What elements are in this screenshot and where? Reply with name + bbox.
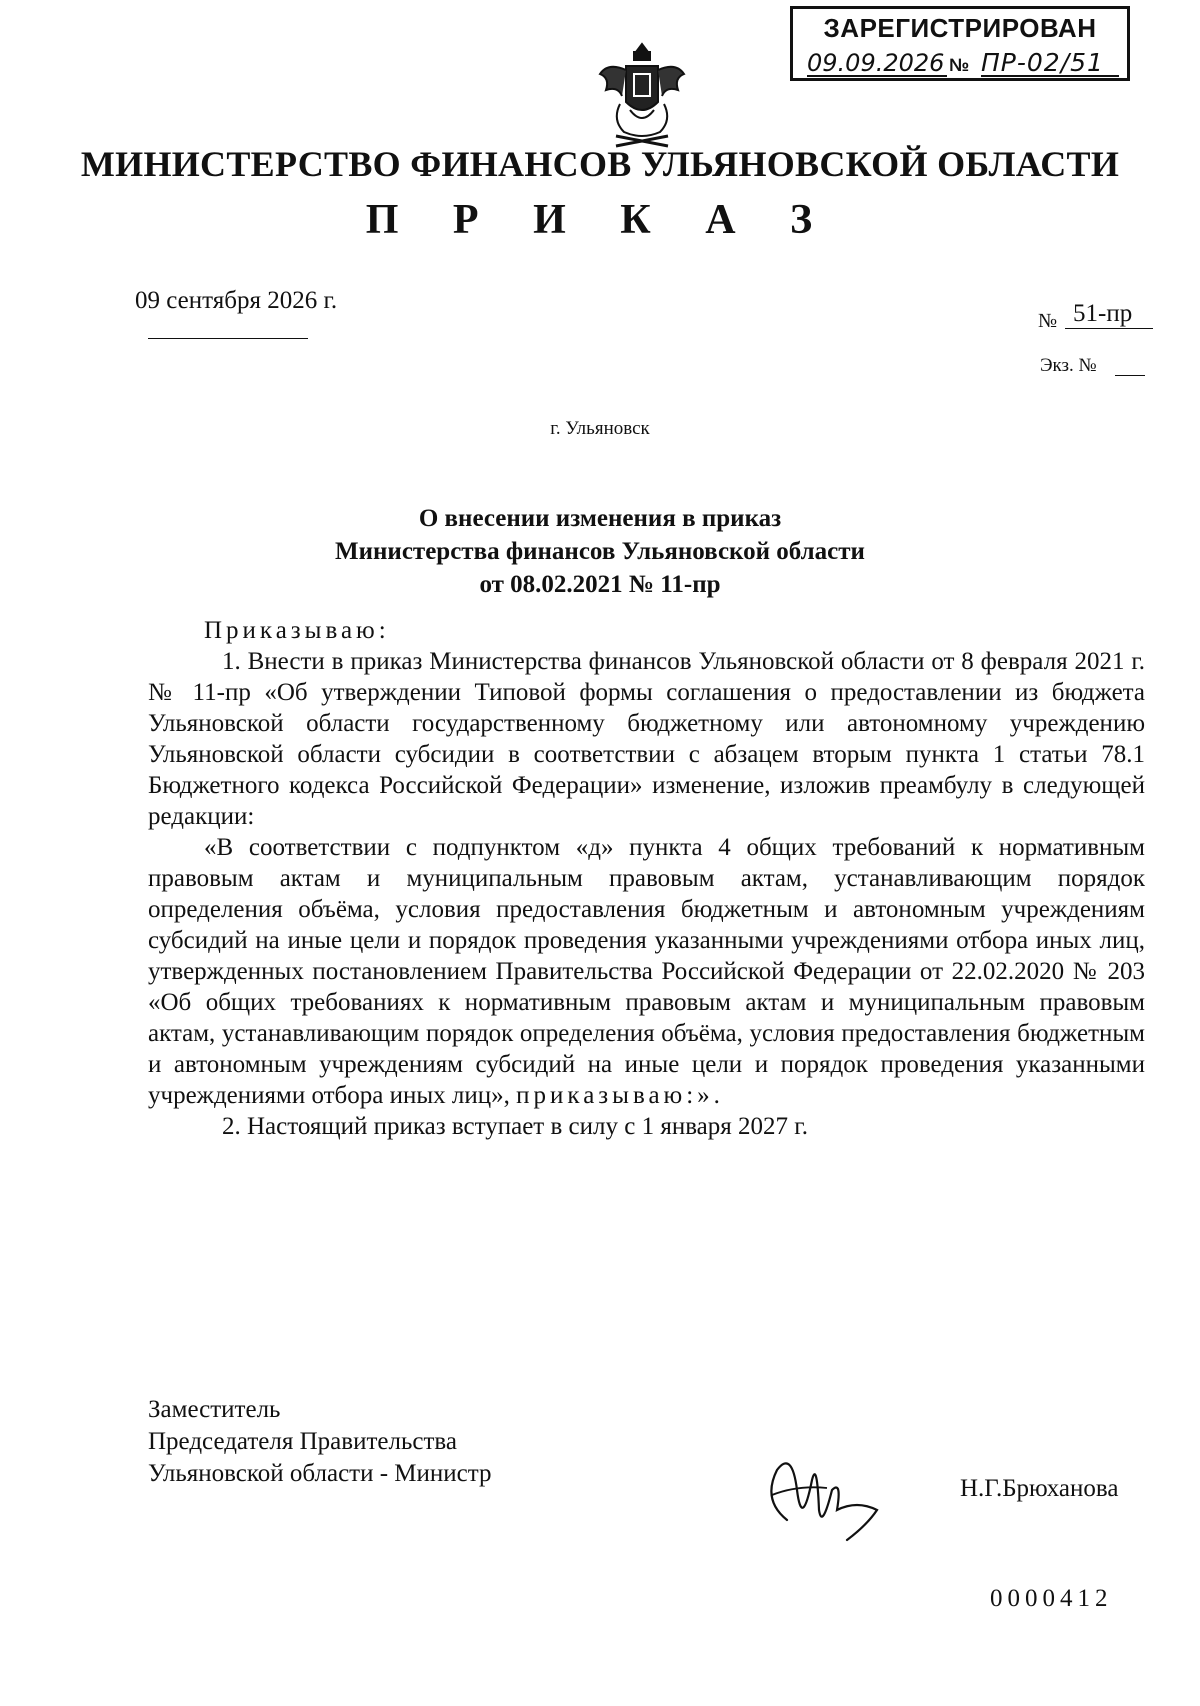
copy-number-underline	[1115, 375, 1145, 376]
order-date: 09 сентября 2026 г.	[135, 287, 338, 314]
coat-of-arms-emblem-icon	[590, 40, 695, 160]
signatory-line-2: Председателя Правительства	[148, 1428, 457, 1455]
signatory-name: Н.Г.Брюханова	[960, 1475, 1119, 1502]
serial-number: 0000412	[990, 1585, 1113, 1612]
subject-line-1: О внесении изменения в приказ	[418, 505, 782, 532]
quoted-preamble-text: «В соответствии с подпунктом «д» пункта 4 общих требований к нормативным правовым актам и муниципальным правовым актам, устанавливающим порядок определения объёма, условия предоставления бюджетным и автономным учреждениям субсидий на иные цели и порядок проведения указанными учреждениями отбора иных лиц, утвержденных постановлением Правительства Российской Федерации от 22.02.2020 № 203 «Об общих требованиях к нормативным правовым актам и муниципальным правовым актам, устанавливающим порядок определения объёма, условия предоставления бюджетным и автономным учреждениям субсидий на иные цели и порядок проведения указанными учреждениями отбора иных лиц»,	[148, 834, 1145, 1109]
stamp-title: ЗАРЕГИСТРИРОВАН	[823, 13, 1097, 43]
date-underline	[148, 338, 308, 339]
quoted-preamble	[148, 832, 1145, 1111]
handwritten-signature-icon	[757, 1440, 887, 1550]
signatory-line-3: Ульяновской области - Министр	[148, 1460, 492, 1487]
stamp-date: 09.09.2026	[807, 51, 947, 77]
signatory-line-1: Заместитель	[148, 1396, 281, 1423]
registration-stamp	[790, 6, 1130, 81]
copy-number-label: Экз. №	[1040, 355, 1097, 376]
signatory-title	[148, 1394, 491, 1490]
subject-line-2: Министерства финансов Ульяновской области	[335, 538, 865, 565]
city: г. Ульяновск	[550, 418, 650, 439]
order-subject	[0, 502, 1200, 601]
item-2: 2. Настоящий приказ вступает в силу с 1 января 2027 г.	[222, 1113, 808, 1140]
document-type: П Р И К А З	[365, 197, 835, 243]
ministry-name: МИНИСТЕРСТВО ФИНАНСОВ УЛЬЯНОВСКОЙ ОБЛАСТИ	[80, 144, 1120, 184]
order-number: 51-пр	[1065, 300, 1153, 329]
item-1: 1. Внести в приказ Министерства финансов Ульяновской области от 8 февраля 2021 г. № 11-пр «Об утверждении Типовой формы соглашения о предоставлении из бюджета Ульяновской области государственному бюджетному или автономному учреждению Ульяновской области субсидии в соответствии с абзацем вторым пункта 1 статьи 78.1 Бюджетного кодекса Российской Федерации» изменение, изложив преамбулу в следующей редакции:	[148, 648, 1145, 830]
order-number-label: №	[1038, 310, 1058, 332]
stamp-number: ПР-02/51	[981, 51, 1119, 77]
subject-line-3: от 08.02.2021 № 11-пр	[479, 571, 721, 598]
order-body	[148, 615, 1145, 1142]
order-word: Приказываю:	[204, 617, 390, 644]
stamp-number-label: №	[949, 55, 970, 75]
quoted-preamble-end: приказываю:».	[516, 1082, 724, 1109]
